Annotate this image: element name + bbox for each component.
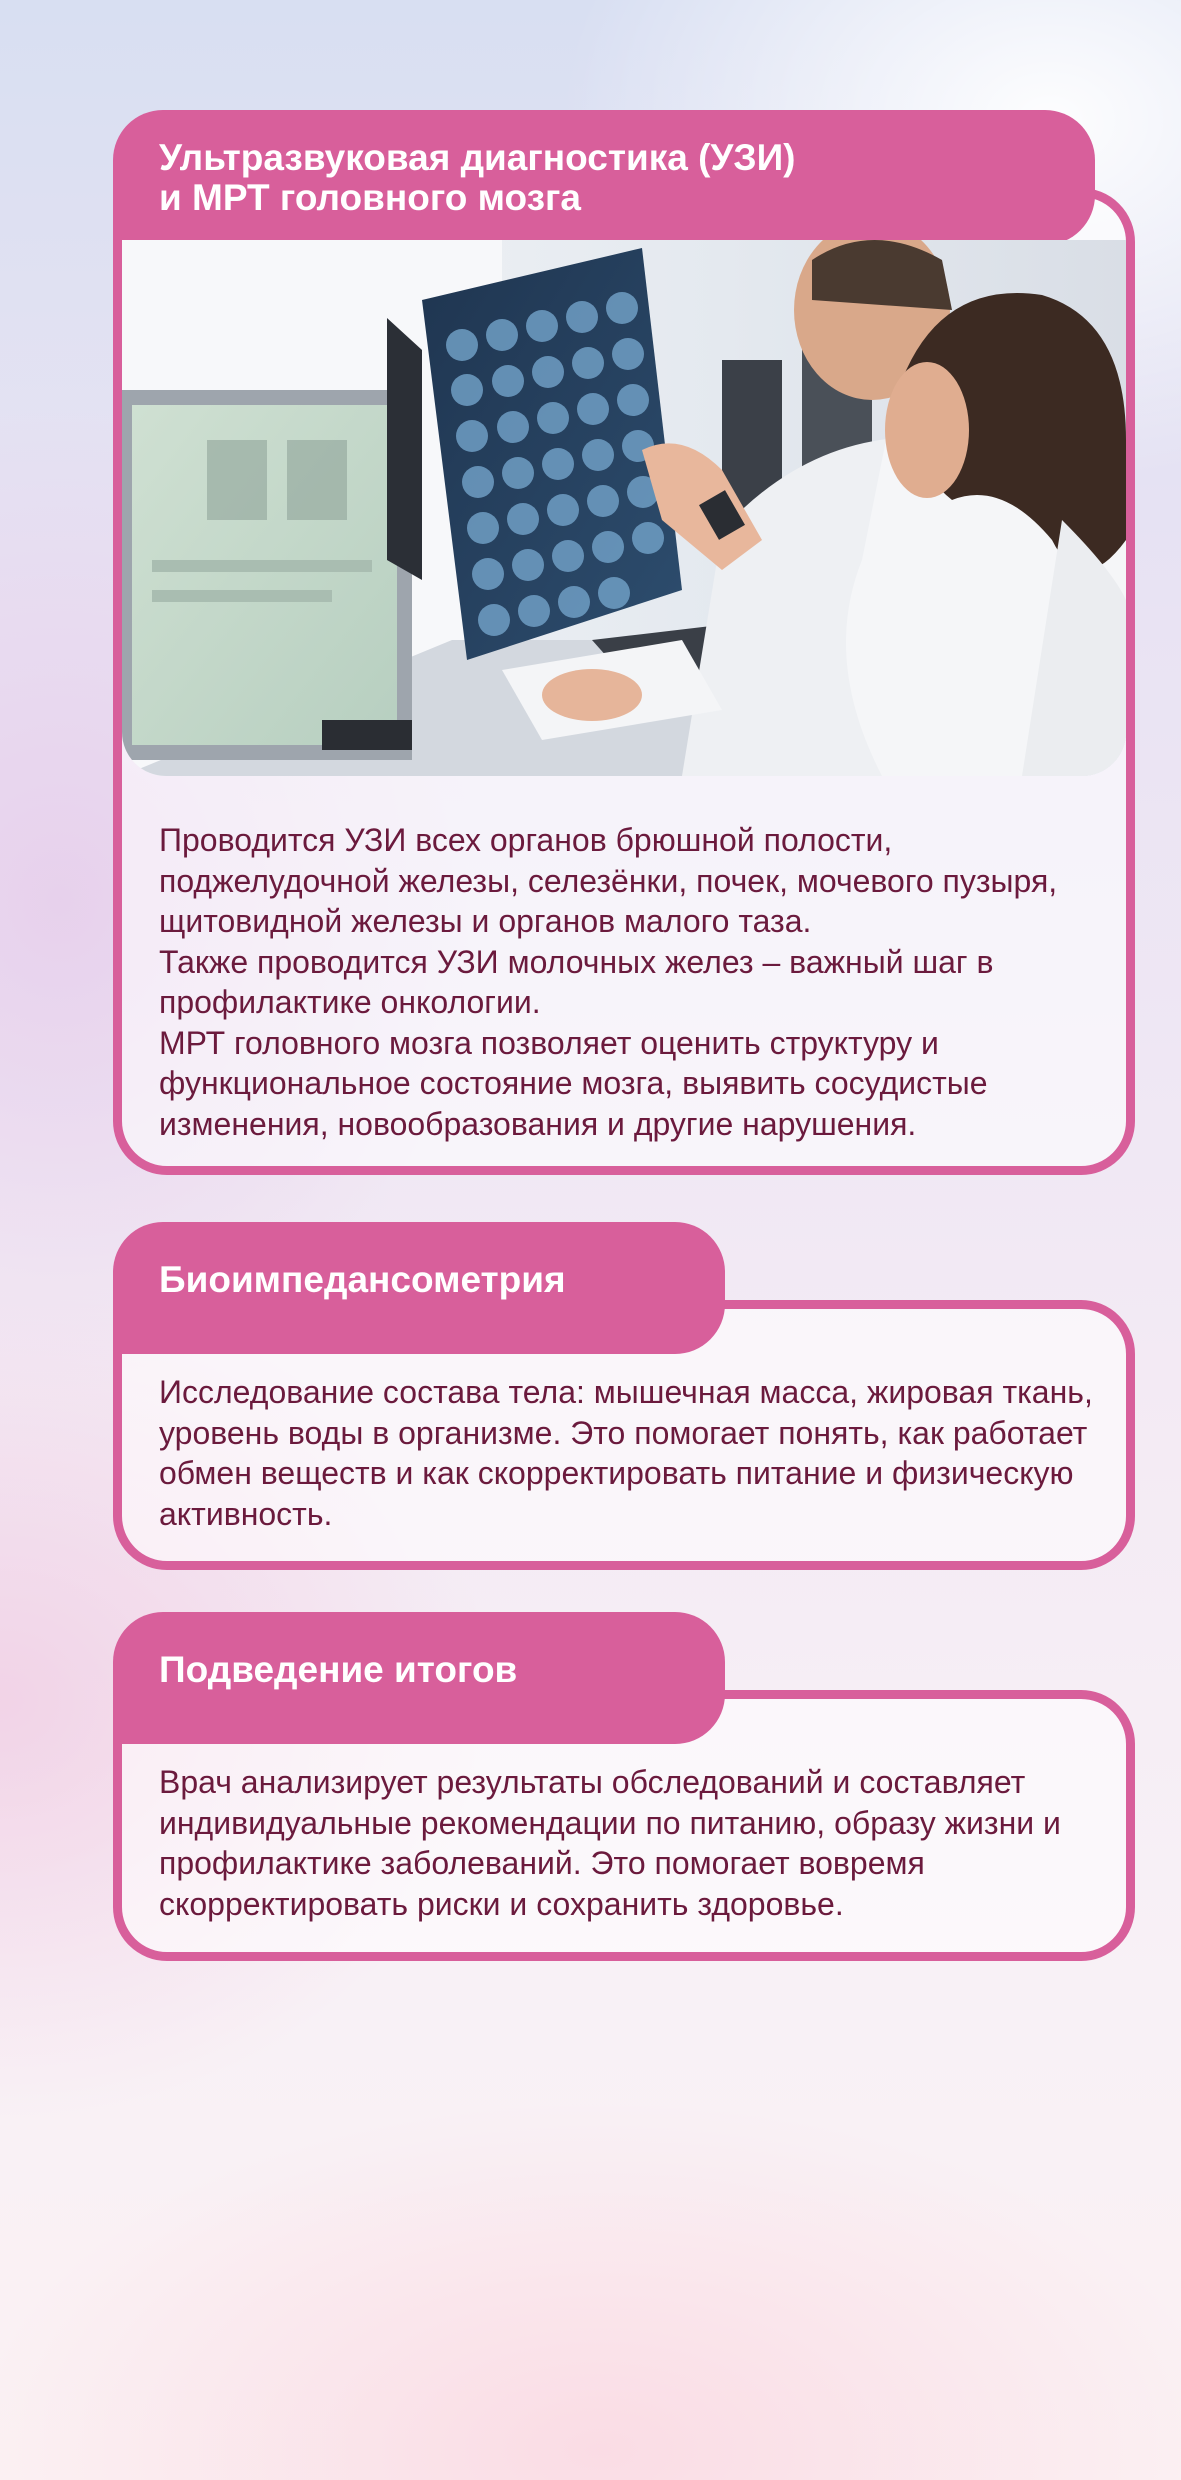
- paragraph: Проводится УЗИ всех органов брюшной полости, поджелудочной железы, селезёнки, почек, мочевого пузыря, щитовидной железы и органов малого таза.: [159, 822, 1058, 939]
- section-title-line-1: Ультразвуковая диагностика (УЗИ): [159, 137, 796, 178]
- section-title: [113, 110, 1095, 245]
- paragraph: МРТ головного мозга позволяет оценить структуру и функциональное состояние мозга, выявить сосудистые изменения, новообразования и другие нарушения.: [159, 1024, 988, 1142]
- section-summary: [113, 1612, 1135, 1961]
- section-description: [159, 1762, 1095, 1924]
- section-description: [159, 820, 1095, 1144]
- section-ultrasound-mri: [113, 110, 1135, 1175]
- section-title: [113, 1612, 725, 1744]
- section-bioimpedance: [113, 1222, 1135, 1570]
- section-title-line-1: Биоимпедансометрия: [159, 1259, 566, 1300]
- paragraph: Исследование состава тела: мышечная масса, жировая ткань, уровень воды в организме. Это помогает понять, как работает обмен веществ и как скорректировать питание и физическую активность.: [159, 1374, 1093, 1532]
- section-title-line-2: и МРТ головного мозга: [159, 177, 582, 218]
- section-title: [113, 1222, 725, 1354]
- paragraph: Врач анализирует результаты обследований и составляет индивидуальные рекомендации по питанию, образу жизни и профилактике заболеваний. Это помогает вовремя скорректировать риски и сохранить здоровье.: [159, 1764, 1061, 1922]
- paragraph: Также проводится УЗИ молочных желез – важный шаг в профилактике онкологии.: [159, 943, 994, 1020]
- doctors-reviewing-mri-photo: [122, 240, 1126, 776]
- section-title-line-1: Подведение итогов: [159, 1649, 518, 1690]
- section-description: [159, 1372, 1095, 1534]
